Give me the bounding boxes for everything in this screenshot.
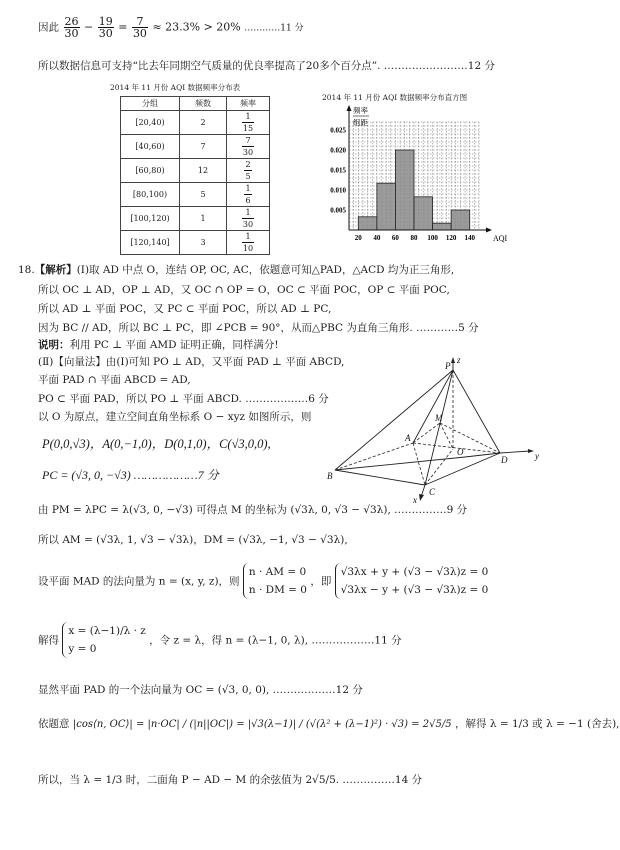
label-z: z (457, 355, 461, 365)
q18-line-4: 因为 BC // AD，所以 BC ⊥ PC，即 ∠PCB = 90°，从而△PBC 为直角三角形. …………5 分 (38, 322, 479, 334)
header-count: 频数 (180, 97, 227, 111)
label-y: y (535, 451, 539, 461)
q18-note: 说明：利用 PC ⊥ 平面 AMD 证明正确，同样满分! (38, 339, 279, 351)
y-tick-label: 0.005 (330, 206, 346, 215)
table-row: [120,140] 3 $\frac{1}{10}$ (121, 231, 270, 255)
x-tick-label: 80 (410, 234, 418, 242)
x-tick-label: 100 (427, 234, 438, 242)
x-tick-label: 120 (445, 234, 457, 242)
q18-line-6: 平面 PAD ∩ 平面 ABCD = AD, (38, 374, 191, 386)
histogram-chart (315, 104, 508, 250)
table-row: [20,40) 2 $\frac{1}{15}$ (121, 111, 270, 135)
label-D: D (501, 455, 508, 465)
label-x: x (413, 495, 417, 505)
top-equation-line: 因此 $\frac{26}{30}$ − $\frac{19}{30}$ = $\frac{7}{30}$ ≈ 23.3% > 20% …………11 分 (38, 15, 304, 40)
system1-eq2: n · DM = 0 (248, 584, 307, 596)
header-freq: 频率 (227, 97, 270, 111)
x-tick-label: 40 (373, 234, 381, 242)
y-axis-label-top: 频率 (353, 106, 368, 115)
system1-eq1: n · AM = 0 (248, 566, 307, 578)
x-tick-label: 60 (391, 234, 399, 242)
table-row: [60,80) 12 $\frac{2}{5}$ (121, 159, 270, 183)
solution-x: x = (λ−1)/λ · z (68, 625, 146, 637)
label-C: C (429, 487, 436, 497)
x-axis-label: AQI (493, 234, 508, 243)
y-axis-label-bottom: 组距 (353, 118, 368, 127)
pad-normal-line: 显然平面 PAD 的一个法向量为 OC = (√3, 0, 0), ………………12 分 (38, 684, 363, 696)
normal-vector-block: 设平面 MAD 的法向量为 n = (x, y, z)，则 n · AM = 0 n · DM = 0 ，即 √3λx + y + (√3 − √3λ)z = 0 √3λx − y + (√3 − √3λ)z = 0 (38, 563, 488, 599)
system2-eq1: √3λx + y + (√3 − √3λ)z = 0 (340, 566, 489, 578)
y-tick-label: 0.010 (330, 186, 346, 195)
top-eq-rest: ≈ 23.3% > 20% (152, 20, 241, 34)
y-tick-label: 0.020 (330, 146, 346, 155)
histogram-bar (414, 197, 433, 230)
q18-line-1: 18.【解析】(Ⅰ)取 AD 中点 O，连结 OP, OC, AC，依题意可知△PAD，△ACD 均为正三角形, (18, 264, 455, 276)
am-dm-line: 所以 AM = (√3λ, 1, √3 − √3λ)，DM = (√3λ, −1, √3 − √3λ), (38, 534, 348, 546)
y-tick-label: 0.025 (330, 126, 346, 135)
q18-line-5: (Ⅱ)【向量法】由(Ⅰ)可知 PO ⊥ AD，又平面 PAD ⊥ 平面 ABCD, (38, 356, 345, 368)
table-row: [80,100) 5 $\frac{1}{6}$ (121, 183, 270, 207)
x-tick-label: 20 (354, 234, 362, 242)
table-row: [100,120) 1 $\frac{1}{30}$ (121, 207, 270, 231)
coords-line: P(0,0,√3)，A(0,−1,0)，D(0,1,0)，C(√3,0,0), (42, 437, 271, 451)
histogram-bar (433, 223, 452, 230)
histogram-bar (395, 150, 414, 230)
label-M: M (435, 413, 443, 423)
fraction-7-30: $\frac{7}{30}$ (132, 15, 147, 40)
y-tick-label: 0.015 (330, 166, 346, 175)
label-B: B (327, 471, 333, 481)
label-P: P (445, 361, 451, 371)
histogram-bar (377, 183, 396, 230)
table-row: [40,60) 7 $\frac{7}{30}$ (121, 135, 270, 159)
label-A: A (405, 433, 411, 443)
histogram-bar (358, 217, 377, 230)
final-answer-line: 所以，当 λ = 1/3 时，二面角 P − AD − M 的余弦值为 2√5/5. ……………14 分 (38, 774, 423, 786)
conclusion-line: 所以数据信息可支持“比去年同期空气质量的优良率提高了20多个百分点”. ……………………12 分 (38, 60, 495, 72)
pc-vector-line: PC = (√3, 0, −√3) ………………7 分 (42, 468, 219, 482)
pyramid-figure (325, 355, 545, 505)
y-axis-arrow (347, 105, 352, 111)
x-axis-arrow (486, 228, 492, 233)
histogram-title: 2014 年 11 月份 AQI 数据频率分布直方图 (322, 93, 468, 102)
solve-block: 解得 x = (λ−1)/λ · z y = 0 ，令 z = λ，得 n = (λ−1, 0, λ), ………………11 分 (38, 622, 402, 658)
fraction-26-30: $\frac{26}{30}$ (64, 15, 79, 40)
frequency-table (120, 96, 270, 255)
q18-line-8: 以 O 为原点，建立空间直角坐标系 O − xyz 如图所示，则 (38, 411, 312, 423)
label-O: O (457, 447, 464, 457)
histogram-bar (451, 210, 470, 230)
pm-line: 由 PM = λPC = λ(√3, 0, −√3) 可得点 M 的坐标为 (√3λ, 0, √3 − √3λ), ……………9 分 (38, 504, 468, 516)
table-header-row (121, 97, 270, 111)
q18-line-3: 所以 AD ⊥ 平面 POC，又 PC ⊂ 平面 POC，所以 AD ⊥ PC, (38, 303, 332, 315)
fraction-19-30: $\frac{19}{30}$ (98, 15, 113, 40)
q18-line-2: 所以 OC ⊥ AD，OP ⊥ AD，又 OC ∩ OP = O，OC ⊂ 平面 POC，OP ⊂ 平面 POC, (38, 284, 450, 296)
top-score: …………11 分 (244, 23, 304, 34)
cos-line: 依题意 |cos⟨n, OC⟩| = |n·OC| / (|n||OC|) = |√3(λ−1)| / (√(λ² + (λ−1)²) · √3) = 2√5/5 ，解得 λ = 1/3 或 λ = −1 (舍去), (38, 718, 620, 730)
header-group: 分组 (121, 97, 180, 111)
q18-line-7: PO ⊂ 平面 PAD，所以 PO ⊥ 平面 ABCD. ………………6 分 (38, 393, 329, 405)
system2-eq2: √3λx − y + (√3 − √3λ)z = 0 (340, 584, 489, 596)
solution-y: y = 0 (68, 643, 97, 655)
table-title: 2014 年 11 月份 AQI 数据频率分布表 (110, 83, 241, 92)
x-tick-label: 140 (464, 234, 475, 242)
